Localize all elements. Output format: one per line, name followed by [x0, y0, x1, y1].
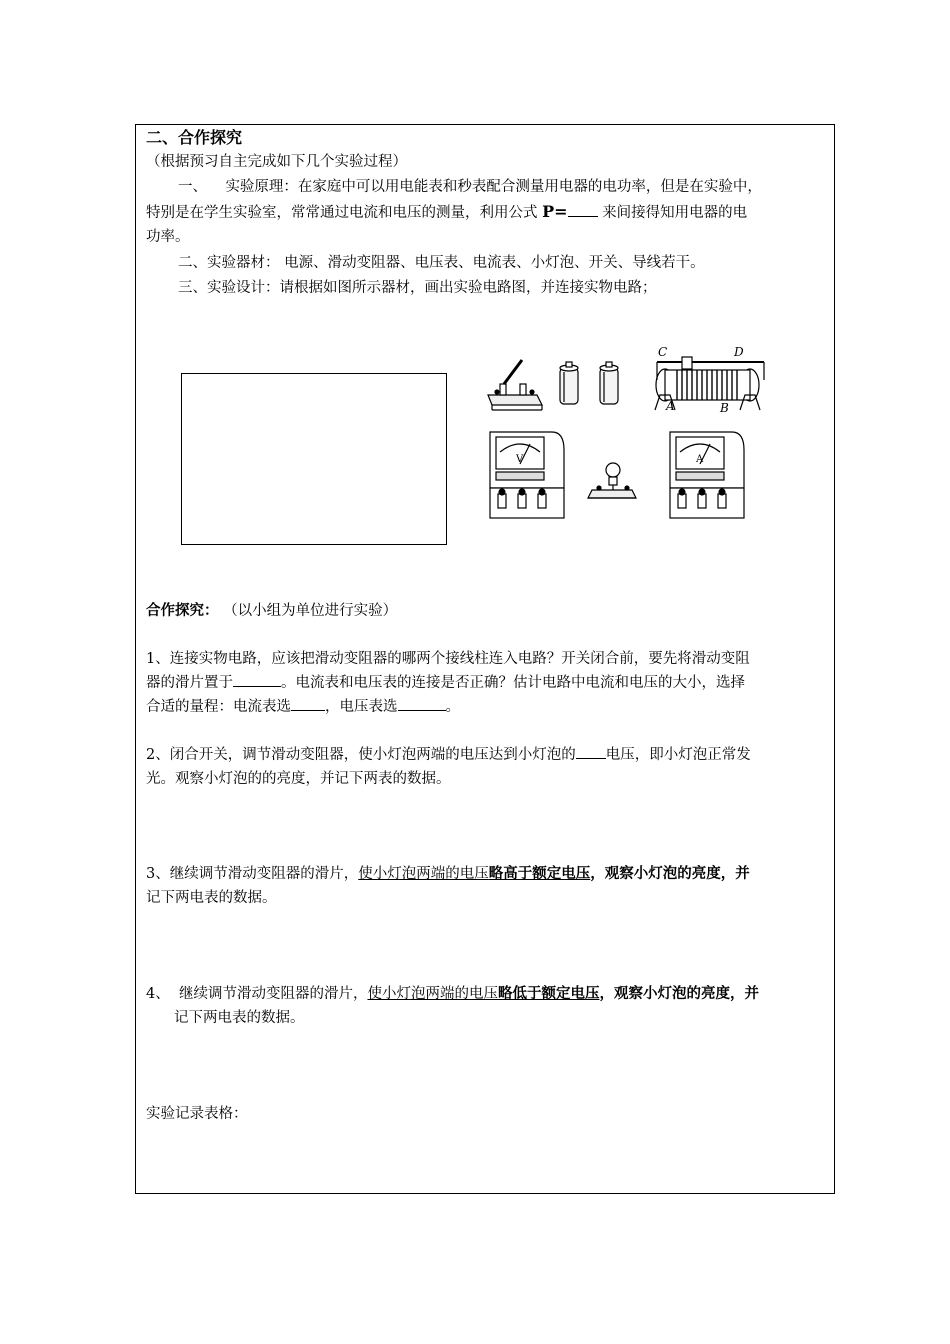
principle-line-2 [146, 200, 747, 225]
label-b: B [720, 401, 729, 415]
q1-text-2a: 器的滑片置于 [146, 675, 233, 691]
q2-text-1b: 电压，即小灯泡正常发 [605, 747, 751, 763]
q4-line-2: 记下两电表的数据。 [174, 1010, 305, 1026]
q1-line-2 [146, 671, 745, 695]
q3-line-2: 记下两电表的数据。 [146, 890, 277, 906]
section-title: 二、合作探究 [146, 128, 243, 147]
voltmeter-label: V [516, 454, 524, 465]
ammeter-label: A [696, 454, 704, 465]
q1-line-1: 1、连接实物电路，应该把滑动变阻器的哪两个接线柱连入电路？开关闭合前，要先将滑动变阻 [146, 651, 750, 667]
battery-icon [600, 362, 618, 404]
q3-text-1d: ，观察小灯泡的亮度，并 [590, 865, 750, 882]
q4-line-1 [146, 982, 759, 1006]
voltmeter-range-blank [398, 696, 446, 711]
q2-line-2: 光。观察小灯泡的的亮度，并记下两表的数据。 [146, 771, 451, 787]
q4-emphasis: 略低于额定电压 [497, 985, 600, 1002]
design-line: 三、实验设计：请根据如图所示器材，画出实验电路图，并连接实物电路； [178, 280, 657, 296]
principle-text-2a: 特别是在学生实验室，常常通过电流和电压的测量，利用公式 [146, 205, 538, 221]
rated-voltage-blank [576, 744, 606, 759]
q1-text-3c: 。 [445, 699, 460, 715]
equipment-line: 二、实验器材： 电源、滑动变阻器、电压表、电流表、小灯泡、开关、导线若干。 [178, 255, 705, 271]
principle-text-1: 实验原理：在家庭中可以用电能表和秒表配合测量用电器的电功率，但是在实验中， [225, 179, 762, 195]
switch-icon [488, 360, 542, 410]
subtitle: （根据预习自主完成如下几个实验过程） [146, 154, 407, 170]
principle-text-2b: 来间接得知用电器的电 [602, 205, 748, 221]
battery-icon [560, 362, 578, 404]
coop-line [146, 599, 397, 623]
equipment-illustration [482, 340, 772, 530]
principle-label: 一、 [178, 179, 207, 195]
lamp-icon [588, 463, 636, 498]
q4-text-1a: 继续调节滑动变阻器的滑片， [178, 986, 368, 1002]
label-a: A [666, 399, 675, 413]
circuit-drawing-box [181, 373, 447, 545]
q1-line-3 [146, 695, 460, 719]
formula-blank [568, 202, 598, 217]
q3-emphasis: 略高于额定电压 [488, 865, 591, 882]
coop-note: （以小组为单位进行实验） [223, 603, 398, 619]
ammeter-icon [670, 432, 744, 518]
coop-label: 合作探究： [146, 602, 219, 619]
q2-text-1a: 2、闭合开关，调节滑动变阻器，使小灯泡两端的电压达到小灯泡的 [146, 747, 576, 763]
principle-line-1 [178, 175, 762, 199]
q4-number: 4、 [146, 986, 170, 1002]
q3-text-1a: 3、继续调节滑动变阻器的滑片， [146, 866, 359, 882]
label-d: D [734, 345, 744, 359]
voltmeter-icon [490, 432, 564, 518]
q1-text-2b: 。电流表和电压表的连接是否正确？估计电路中电流和电压的大小，选择 [281, 675, 745, 691]
label-c: C [658, 345, 668, 359]
q3-text-1b: 使小灯泡两端的电压 [358, 866, 489, 882]
slider-position-blank [233, 672, 281, 687]
q1-text-3b: ，电压表选 [325, 699, 398, 715]
q2-line-1 [146, 743, 751, 767]
principle-line-3: 功率。 [146, 229, 190, 245]
q1-text-3a: 合适的量程：电流表选 [146, 699, 291, 715]
q3-line-1 [146, 862, 750, 886]
q4-text-1d: ，观察小灯泡的亮度，并 [599, 985, 759, 1002]
ammeter-range-blank [291, 696, 325, 711]
formula: P= [542, 202, 568, 221]
record-label: 实验记录表格： [146, 1106, 248, 1122]
q4-text-1b: 使小灯泡两端的电压 [367, 986, 498, 1002]
